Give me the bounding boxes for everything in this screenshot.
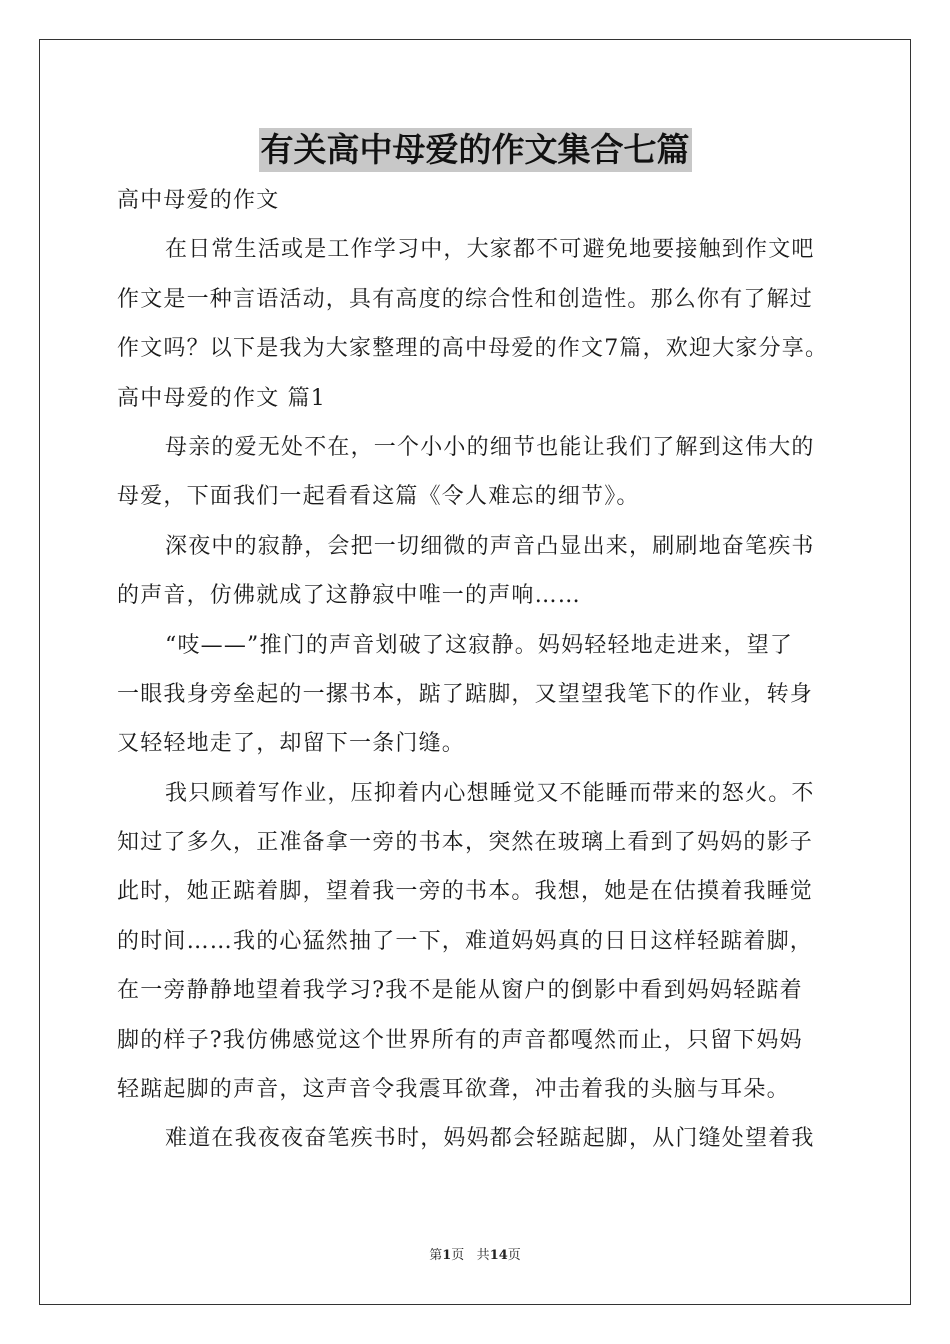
text-line: 在日常生活或是工作学习中，大家都不可避免地要接触到作文吧 [165,237,815,263]
text-line: 高中母爱的作文 [117,188,280,213]
text-line: 在一旁静静地望着我学习?我不是能从窗户的倒影中看到妈妈轻踮着 [117,978,803,1004]
text-line: 脚的样子?我仿佛感觉这个世界所有的声音都嘎然而止，只留下妈妈 [117,1027,803,1053]
text-line: “吱——”推门的声音划破了这寂静。妈妈轻轻地走进来，望了 [165,632,794,658]
text-line: 母亲的爱无处不在，一个小小的细节也能让我们了解到这伟大的 [165,434,815,460]
text-line: 的时间……我的心猛然抽了一下，难道妈妈真的日日这样轻踮着脚， [117,928,814,954]
footer-page-number: 1 [442,1248,452,1263]
text-line: 轻踮起脚的声音，这声音令我震耳欲聋，冲击着我的头脑与耳朵。 [117,1077,790,1103]
text-line: 又轻轻地走了，却留下一条门缝。 [117,731,466,757]
text-line: 高中母爱的作文 篇1 [117,385,326,411]
footer-total-suffix: 页 [507,1248,521,1263]
text-line: 此时，她正踮着脚，望着我一旁的书本。我想，她是在估摸着我睡觉 [117,879,814,905]
text-line: 作文吗？以下是我为大家整理的高中母爱的作文7篇，欢迎大家分享。 [117,336,829,362]
text-line: 的声音，仿佛就成了这静寂中唯一的声响…… [117,583,582,609]
footer-page-suffix: 页 [451,1248,465,1263]
footer-total-pages: 14 [489,1248,508,1263]
title-container [0,128,950,172]
text-line: 深夜中的寂静，会把一切细微的声音凸显出来，刷刷地奋笔疾书 [165,533,815,559]
text-line: 母爱，下面我们一起看看这篇《令人难忘的细节》。 [117,484,640,510]
footer-total-prefix: 共 [476,1248,490,1263]
text-line: 我只顾着写作业，压抑着内心想睡觉又不能睡而带来的怒火。不 [165,780,815,806]
text-line: 难道在我夜夜奋笔疾书时，妈妈都会轻踮起脚，从门缝处望着我 [165,1126,815,1152]
text-line: 作文是一种言语活动，具有高度的综合性和创造性。那么你有了解过 [117,286,814,312]
footer-page-prefix: 第 [429,1248,443,1263]
document-body [117,176,837,1164]
page-footer [0,1244,950,1263]
document-title: 有关高中母爱的作文集合七篇 [259,128,692,172]
text-line: 一眼我身旁垒起的一摞书本，踮了踮脚，又望望我笔下的作业，转身 [117,681,814,707]
text-line: 知过了多久，正准备拿一旁的书本，突然在玻璃上看到了妈妈的影子 [117,830,814,856]
